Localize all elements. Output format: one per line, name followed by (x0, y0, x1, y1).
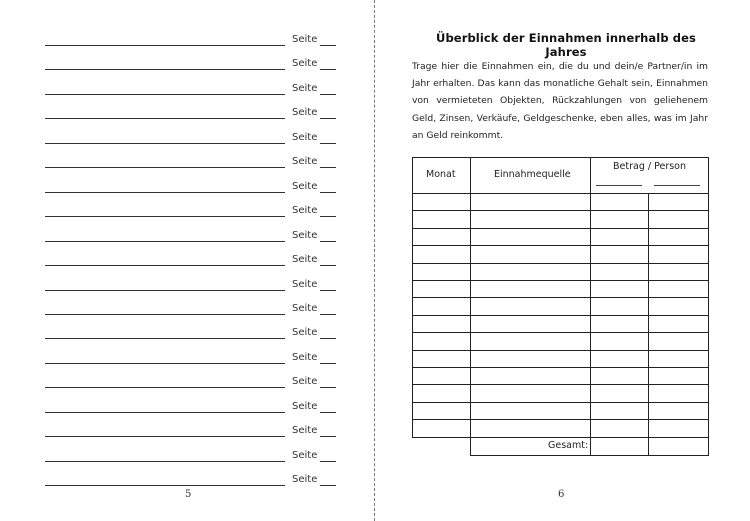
amount-person2-cell[interactable] (648, 315, 709, 333)
page-number-right: 6 (558, 489, 565, 500)
index-entry (45, 344, 345, 364)
index-page-number-blank[interactable] (320, 436, 336, 437)
month-cell[interactable] (412, 384, 471, 402)
index-page-number-blank[interactable] (320, 192, 336, 193)
amount-person2-cell[interactable] (648, 263, 709, 281)
source-cell[interactable] (470, 419, 591, 437)
index-page-number-blank[interactable] (320, 69, 336, 70)
amount-person1-cell[interactable] (590, 419, 649, 437)
amount-person1-cell[interactable] (590, 245, 649, 263)
amount-person1-cell[interactable] (590, 263, 649, 281)
amount-person1-cell[interactable] (590, 193, 649, 211)
index-page-number-blank[interactable] (320, 314, 336, 315)
amount-person1-cell[interactable] (590, 402, 649, 420)
source-cell[interactable] (470, 402, 591, 420)
index-title-line[interactable] (45, 118, 285, 119)
index-entry (45, 368, 345, 388)
amount-person2-cell[interactable] (648, 402, 709, 420)
index-page-label: Seite (292, 205, 318, 217)
index-page-label: Seite (292, 254, 318, 266)
index-page-number-blank[interactable] (320, 338, 336, 339)
index-title-line[interactable] (45, 94, 285, 95)
total-label: Gesamt: (548, 439, 589, 451)
index-page-number-blank[interactable] (320, 167, 336, 168)
index-page-number-blank[interactable] (320, 461, 336, 462)
total-person1-cell[interactable] (590, 437, 649, 456)
month-cell[interactable] (412, 210, 471, 228)
index-title-line[interactable] (45, 290, 285, 291)
source-cell[interactable] (470, 193, 591, 211)
index-page-number-blank[interactable] (320, 387, 336, 388)
index-page-label: Seite (292, 474, 318, 486)
index-page-number-blank[interactable] (320, 412, 336, 413)
source-cell[interactable] (470, 332, 591, 350)
index-title-line[interactable] (45, 436, 285, 437)
index-page-label: Seite (292, 82, 318, 94)
amount-person2-cell[interactable] (648, 228, 709, 246)
index-title-line[interactable] (45, 485, 285, 486)
amount-person2-cell[interactable] (648, 350, 709, 368)
month-cell[interactable] (412, 332, 471, 350)
index-entry (45, 442, 345, 462)
index-entry (45, 246, 345, 266)
index-page-label: Seite (292, 302, 318, 314)
index-entry (45, 271, 345, 291)
source-cell[interactable] (470, 245, 591, 263)
amount-person2-cell[interactable] (648, 419, 709, 437)
index-page-label: Seite (292, 229, 318, 241)
amount-person1-cell[interactable] (590, 350, 649, 368)
amount-person1-cell[interactable] (590, 210, 649, 228)
index-page-label: Seite (292, 449, 318, 461)
index-entry (45, 50, 345, 70)
source-cell[interactable] (470, 210, 591, 228)
index-entry (45, 75, 345, 95)
month-cell[interactable] (412, 193, 471, 211)
source-cell[interactable] (470, 297, 591, 315)
index-entry (45, 417, 345, 437)
index-title-line[interactable] (45, 216, 285, 217)
index-entry (45, 197, 345, 217)
amount-person1-cell[interactable] (590, 280, 649, 298)
page-divider (374, 0, 375, 521)
index-entry (45, 295, 345, 315)
index-title-line[interactable] (45, 461, 285, 462)
month-cell[interactable] (412, 280, 471, 298)
amount-person2-cell[interactable] (648, 367, 709, 385)
index-entry (45, 99, 345, 119)
source-cell[interactable] (470, 315, 591, 333)
left-page (0, 0, 373, 521)
index-entry (45, 124, 345, 144)
amount-person2-cell[interactable] (648, 297, 709, 315)
index-entry (45, 148, 345, 168)
page-title: Überblick der Einnahmen innerhalb des Jahres (436, 31, 696, 59)
index-title-line[interactable] (45, 45, 285, 46)
amount-person2-cell[interactable] (648, 332, 709, 350)
amount-person1-cell[interactable] (590, 384, 649, 402)
column-header-amount: Betrag / Person (613, 161, 687, 172)
index-title-line[interactable] (45, 241, 285, 242)
month-cell[interactable] (412, 315, 471, 333)
index-title-line[interactable] (45, 363, 285, 364)
month-cell[interactable] (412, 350, 471, 368)
index-page-number-blank[interactable] (320, 290, 336, 291)
index-page-number-blank[interactable] (320, 94, 336, 95)
index-title-line[interactable] (45, 387, 285, 388)
index-page-number-blank[interactable] (320, 45, 336, 46)
source-cell[interactable] (470, 350, 591, 368)
index-page-number-blank[interactable] (320, 118, 336, 119)
index-page-number-blank[interactable] (320, 143, 336, 144)
month-cell[interactable] (412, 297, 471, 315)
index-page-number-blank[interactable] (320, 216, 336, 217)
total-person2-cell[interactable] (648, 437, 709, 456)
index-page-number-blank[interactable] (320, 265, 336, 266)
index-title-line[interactable] (45, 314, 285, 315)
amount-person1-cell[interactable] (590, 367, 649, 385)
index-page-label: Seite (292, 327, 318, 339)
month-cell[interactable] (412, 228, 471, 246)
amount-person2-cell[interactable] (648, 245, 709, 263)
index-page-label: Seite (292, 58, 318, 70)
index-page-label: Seite (292, 156, 318, 168)
index-title-line[interactable] (45, 143, 285, 144)
month-cell[interactable] (412, 245, 471, 263)
index-entry (45, 173, 345, 193)
index-entry (45, 393, 345, 413)
source-cell[interactable] (470, 280, 591, 298)
index-title-line[interactable] (45, 265, 285, 266)
column-header-source: Einnahmequelle (494, 169, 571, 180)
index-page-number-blank[interactable] (320, 363, 336, 364)
amount-person1-cell[interactable] (590, 297, 649, 315)
source-cell[interactable] (470, 263, 591, 281)
index-entry (45, 319, 345, 339)
month-cell[interactable] (412, 402, 471, 420)
month-cell[interactable] (412, 263, 471, 281)
index-page-label: Seite (292, 400, 318, 412)
source-cell[interactable] (470, 228, 591, 246)
income-table (412, 157, 708, 480)
index-page-label: Seite (292, 376, 318, 388)
index-page-label: Seite (292, 107, 318, 119)
amount-person2-cell[interactable] (648, 210, 709, 228)
person-name-blank-2[interactable] (654, 185, 700, 186)
index-page-label: Seite (292, 351, 318, 363)
index-entry (45, 466, 345, 486)
index-page-number-blank[interactable] (320, 485, 336, 486)
amount-person2-cell[interactable] (648, 280, 709, 298)
index-page-label: Seite (292, 34, 318, 45)
index-page-label: Seite (292, 180, 318, 192)
index-entry (45, 26, 345, 46)
person-name-blank-1[interactable] (596, 185, 642, 186)
page-number-left: 5 (185, 489, 192, 500)
index-page-number-blank[interactable] (320, 241, 336, 242)
index-title-line[interactable] (45, 167, 285, 168)
index-page-label: Seite (292, 425, 318, 437)
index-title-line[interactable] (45, 338, 285, 339)
amount-person2-cell[interactable] (648, 193, 709, 211)
index-title-line[interactable] (45, 69, 285, 70)
amount-person2-cell[interactable] (648, 384, 709, 402)
index-page-label: Seite (292, 131, 318, 143)
month-cell[interactable] (412, 419, 471, 437)
index-page-label: Seite (292, 278, 318, 290)
instruction-text: Trage hier die Einnahmen ein, die du und dein/e Partner/in im Jahr erhalten. Das kann das monatliche Gehalt sein, Einnahmen von vermieteten Objekten, Rückzahlungen von geliehenem Geld, Zinsen, Verkäufe, Geldgeschenke, eben alles, was im Jahr an Geld reinkommt. (412, 61, 708, 141)
index-title-line[interactable] (45, 192, 285, 193)
amount-person1-cell[interactable] (590, 315, 649, 333)
source-cell[interactable] (470, 384, 591, 402)
source-cell[interactable] (470, 367, 591, 385)
amount-person1-cell[interactable] (590, 228, 649, 246)
amount-person1-cell[interactable] (590, 332, 649, 350)
month-cell[interactable] (412, 367, 471, 385)
index-entry (45, 222, 345, 242)
index-title-line[interactable] (45, 412, 285, 413)
column-header-month: Monat (426, 169, 456, 180)
right-page (376, 0, 750, 521)
